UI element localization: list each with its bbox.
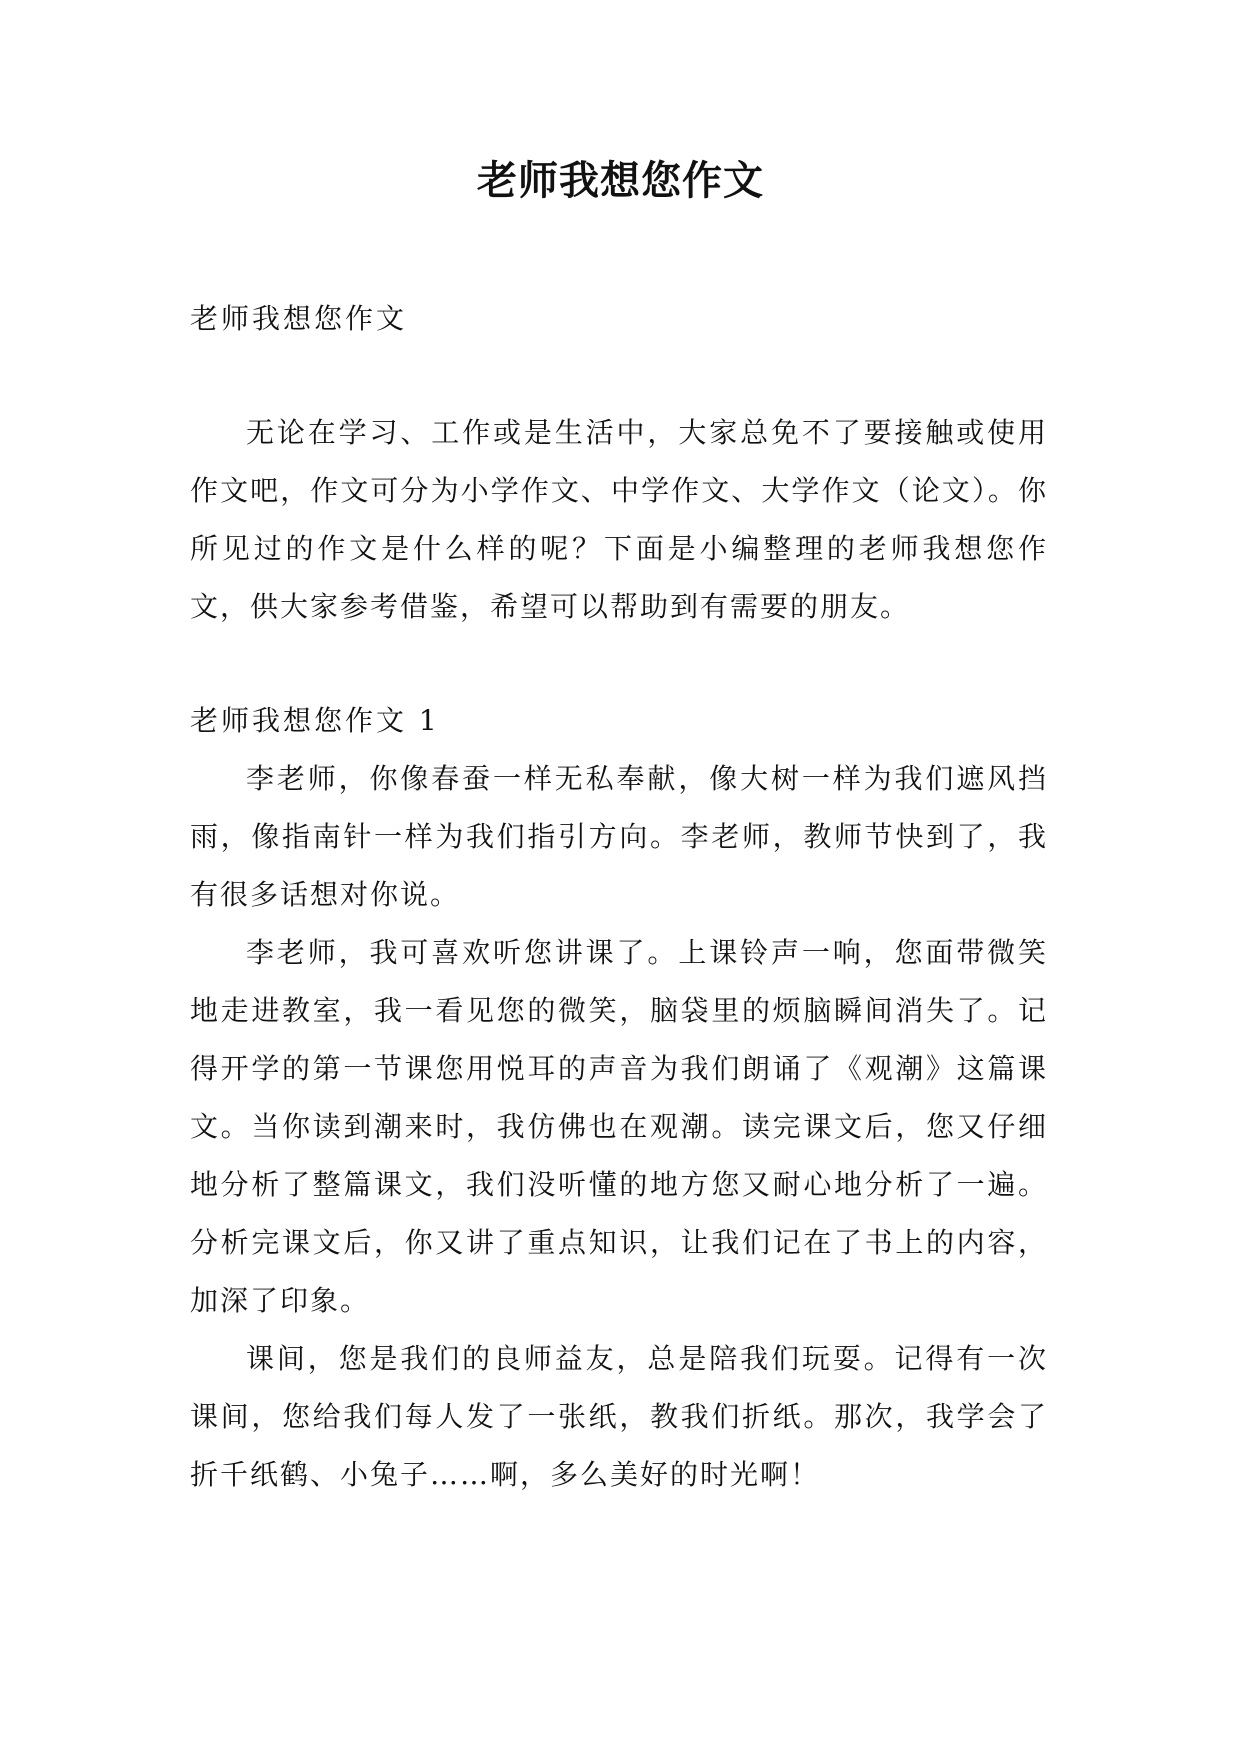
document-body (190, 290, 1048, 1504)
body-paragraph: 李老师，我可喜欢听您讲课了。上课铃声一响，您面带微笑地走进教室，我一看见您的微笑，脑袋里的烦脑瞬间消失了。记得开学的第一节课您用悦耳的声音为我们朗诵了《观潮》这篇课文。当你读到潮来时，我仿佛也在观潮。读完课文后，您又仔细地分析了整篇课文，我们没听懂的地方您又耐心地分析了一遍。分析完课文后，你又讲了重点知识，让我们记在了书上的内容，加深了印象。 (190, 936, 1048, 1317)
spacer (190, 348, 1048, 404)
intro-paragraph: 无论在学习、工作或是生活中，大家总免不了要接触或使用作文吧，作文可分为小学作文、中学作文、大学作文（论文）。你所见过的作文是什么样的呢？下面是小编整理的老师我想您作文，供大家参考借鉴，希望可以帮助到有需要的朋友。 (190, 416, 1048, 623)
body-paragraph: 李老师，你像春蚕一样无私奉献，像大树一样为我们遮风挡雨，像指南针一样为我们指引方向。李老师，教师节快到了，我有很多话想对你说。 (190, 762, 1048, 911)
document-subtitle: 老师我想您作文 (190, 302, 408, 335)
spacer (190, 636, 1048, 692)
document-title: 老师我想您作文 (477, 157, 764, 204)
body-paragraph: 课间，您是我们的良师益友，总是陪我们玩耍。记得有一次课间，您给我们每人发了一张纸，教我们折纸。那次，我学会了折千纸鹤、小兔子……啊，多么美好的时光啊！ (190, 1342, 1048, 1491)
section-heading: 老师我想您作文 1 (190, 704, 440, 737)
